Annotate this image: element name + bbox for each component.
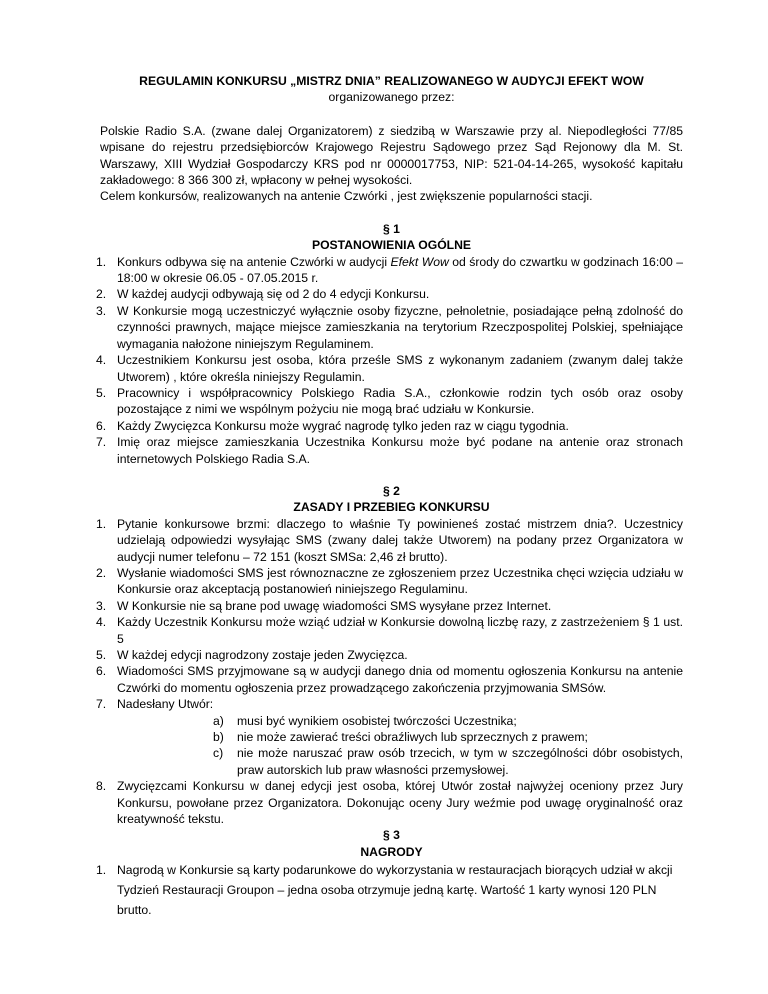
item-number: 4. (96, 353, 107, 368)
item-number: 6. (96, 418, 107, 433)
item-number: 3. (96, 303, 107, 318)
list-item (96, 516, 683, 565)
section-1-number: § 1 (383, 221, 400, 236)
list-item (96, 663, 683, 696)
list-item (96, 778, 683, 827)
intro-organizer-paragraph: Polskie Radio S.A. (zwane dalej Organizatorem) z siedzibą w Warszawie przy al. Niepodległości 77/85 wpisane do rejestru przedsiębiorców Krajowego Rejestru Sądowego przez Sąd Rejonowy dla M. St. Warszawy, XIII Wydział Gospodarczy KRS pod nr 0000017753, NIP: 521-04-14-265, wysokość kapitału zakładowego: 8 366 300 zł, wpłacony w pełnej wysokości. (100, 123, 683, 188)
section-2-number: § 2 (383, 483, 400, 498)
item-number: 8. (96, 779, 107, 794)
utwor-requirements-list (117, 713, 683, 779)
list-item (96, 385, 683, 418)
section-2-list (96, 516, 683, 828)
program-name: Efekt Wow (390, 254, 449, 269)
intro-purpose-paragraph: Celem konkursów, realizowanych na antenie Czwórki , jest zwiększenie popularności stacji. (100, 189, 593, 204)
document-subtitle: organizowanego przez: (328, 90, 455, 105)
item-text: Nagrodą w Konkursie są karty podarunkowe do wykorzystania w restauracjach biorących udział w akcji Tydzień Restauracji Groupon – jedna osoba otrzymuje jedną kartę. Wartość 1 karty wynosi 120 PLN brutto. (117, 863, 673, 918)
list-item (96, 860, 683, 920)
list-item (96, 696, 683, 778)
section-1-list (96, 254, 684, 467)
item-text: Każdy Zwycięzca Konkursu może wygrać nagrodę tylko jeden raz w ciągu tygodnia. (117, 418, 569, 433)
item-text: Wysłanie wiadomości SMS jest równoznaczne ze zgłoszeniem przez Uczestnika chęci wzięcia udziału w Konkursie oraz akceptacją postanowień niniejszego Regulaminu. (117, 565, 683, 597)
item-number: 4. (96, 615, 107, 630)
list-item (96, 434, 683, 467)
item-number: 6. (96, 664, 107, 679)
list-item (96, 418, 683, 434)
item-number: 1. (96, 254, 107, 269)
item-text: Pracownicy i współpracownicy Polskiego Radia S.A., członkowie rodzin tych osób oraz osoby pozostające z nimi we wspólnym pożyciu nie mogą brać udziału w Konkursie. (117, 385, 683, 417)
item-text: W Konkursie mogą uczestniczyć wyłącznie osoby fizyczne, pełnoletnie, posiadające pełną zdolność do czynności prawnych, mające miejsce zamieszkania na terytorium Rzeczpospolitej Polskiej, spełniające wymagania nałożone niniejszym Regulaminem. (117, 303, 683, 351)
item-text: Uczestnikiem Konkursu jest osoba, która prześle SMS z wykonanym zadaniem (zwanym dalej także Utworem) , które określa niniejszy Regulamin. (117, 353, 683, 384)
item-number: 7. (96, 435, 107, 450)
item-text: Każdy Uczestnik Konkursu może wziąć udział w Konkursie dowolną liczbę razy, z zastrzeżeniem § 1 ust. 5 (117, 615, 683, 646)
list-item (96, 614, 683, 647)
sub-item-text: nie może naruszać praw osób trzecich, w tym w szczególności dóbr osobistych, praw autorskich lub praw własności przemysłowej. (237, 746, 683, 777)
item-text: Konkurs odbywa się na antenie Czwórki w audycji (117, 254, 391, 269)
list-item (96, 598, 683, 614)
item-number: 3. (96, 598, 107, 613)
section-2-heading: ZASADY I PRZEBIEG KONKURSU (293, 500, 490, 515)
section-1-heading: POSTANOWIENIA OGÓLNE (311, 238, 472, 253)
item-text: Nadesłany Utwór: (117, 697, 214, 712)
item-text: Pytanie konkursowe brzmi: dlaczego to właśnie Ty powinieneś zostać mistrzem dnia?. Uczestnicy udzielają odpowiedzi wysyłając SMS (zwany dalej także Utworem) na podany przez Organizatora w audycji numer telefonu – 72 151 (koszt SMSa: 2,46 zł brutto). (117, 516, 683, 564)
item-number: 5. (96, 385, 107, 400)
item-text: Wiadomości SMS przyjmowane są w audycji danego dnia od momentu ogłoszenia Konkursu na antenie Czwórki do momentu ogłoszenia przez prowadzącego zakończenia przyjmowania SMSów. (117, 664, 683, 695)
item-number: 1. (96, 516, 107, 531)
section-3-list (96, 860, 683, 920)
section-3-heading: NAGRODY (360, 844, 423, 859)
list-item (96, 286, 683, 302)
sub-item-letter: b) (213, 730, 224, 745)
list-item (96, 352, 683, 385)
item-number: 2. (96, 565, 107, 580)
intro-section (100, 123, 683, 205)
list-item (96, 254, 684, 287)
item-number: 1. (96, 863, 107, 878)
sub-list-item (213, 713, 683, 729)
item-number: 5. (96, 648, 107, 662)
item-number: 2. (96, 287, 107, 302)
list-item (96, 647, 683, 663)
sub-list-item (213, 745, 683, 778)
sub-item-text: musi być wynikiem osobistej twórczości Uczestnika; (237, 713, 517, 728)
item-text: W Konkursie nie są brane pod uwagę wiadomości SMS wysyłane przez Internet. (117, 598, 552, 613)
item-text: Imię oraz miejsce zamieszkania Uczestnika Konkursu może być podane na antenie oraz stronach internetowych Polskiego Radia S.A. (117, 435, 683, 466)
item-number: 7. (96, 697, 107, 712)
sub-item-text: nie może zawierać treści obraźliwych lub sprzecznych z prawem; (237, 730, 588, 745)
item-text: W każdej edycji nagrodzony zostaje jeden Zwycięzca. (117, 648, 408, 662)
sub-item-letter: c) (213, 746, 224, 761)
item-text: W każdej audycji odbywają się od 2 do 4 edycji Konkursu. (117, 287, 430, 302)
list-item (96, 303, 683, 352)
document-title: REGULAMIN KONKURSU „MISTRZ DNIA” REALIZOWANEGO W AUDYCJI EFEKT WOW (139, 74, 644, 88)
item-text: Zwycięzcami Konkursu w danej edycji jest osoba, której Utwór został najwyżej oceniony przez Jury Konkursu, powołane przez Organizatora. Dokonując oceny Jury weźmie pod uwagę oryginalność oraz kreatywność tekstu. (117, 779, 683, 827)
list-item (96, 565, 683, 598)
sub-item-letter: a) (213, 713, 224, 728)
section-3-number: § 3 (383, 828, 400, 843)
sub-list-item (213, 729, 683, 745)
item-text: od środy do czwartku w godzinach 16:00 – 18:00 w okresie 06.05 - 07.05.2015 r. (117, 254, 684, 286)
